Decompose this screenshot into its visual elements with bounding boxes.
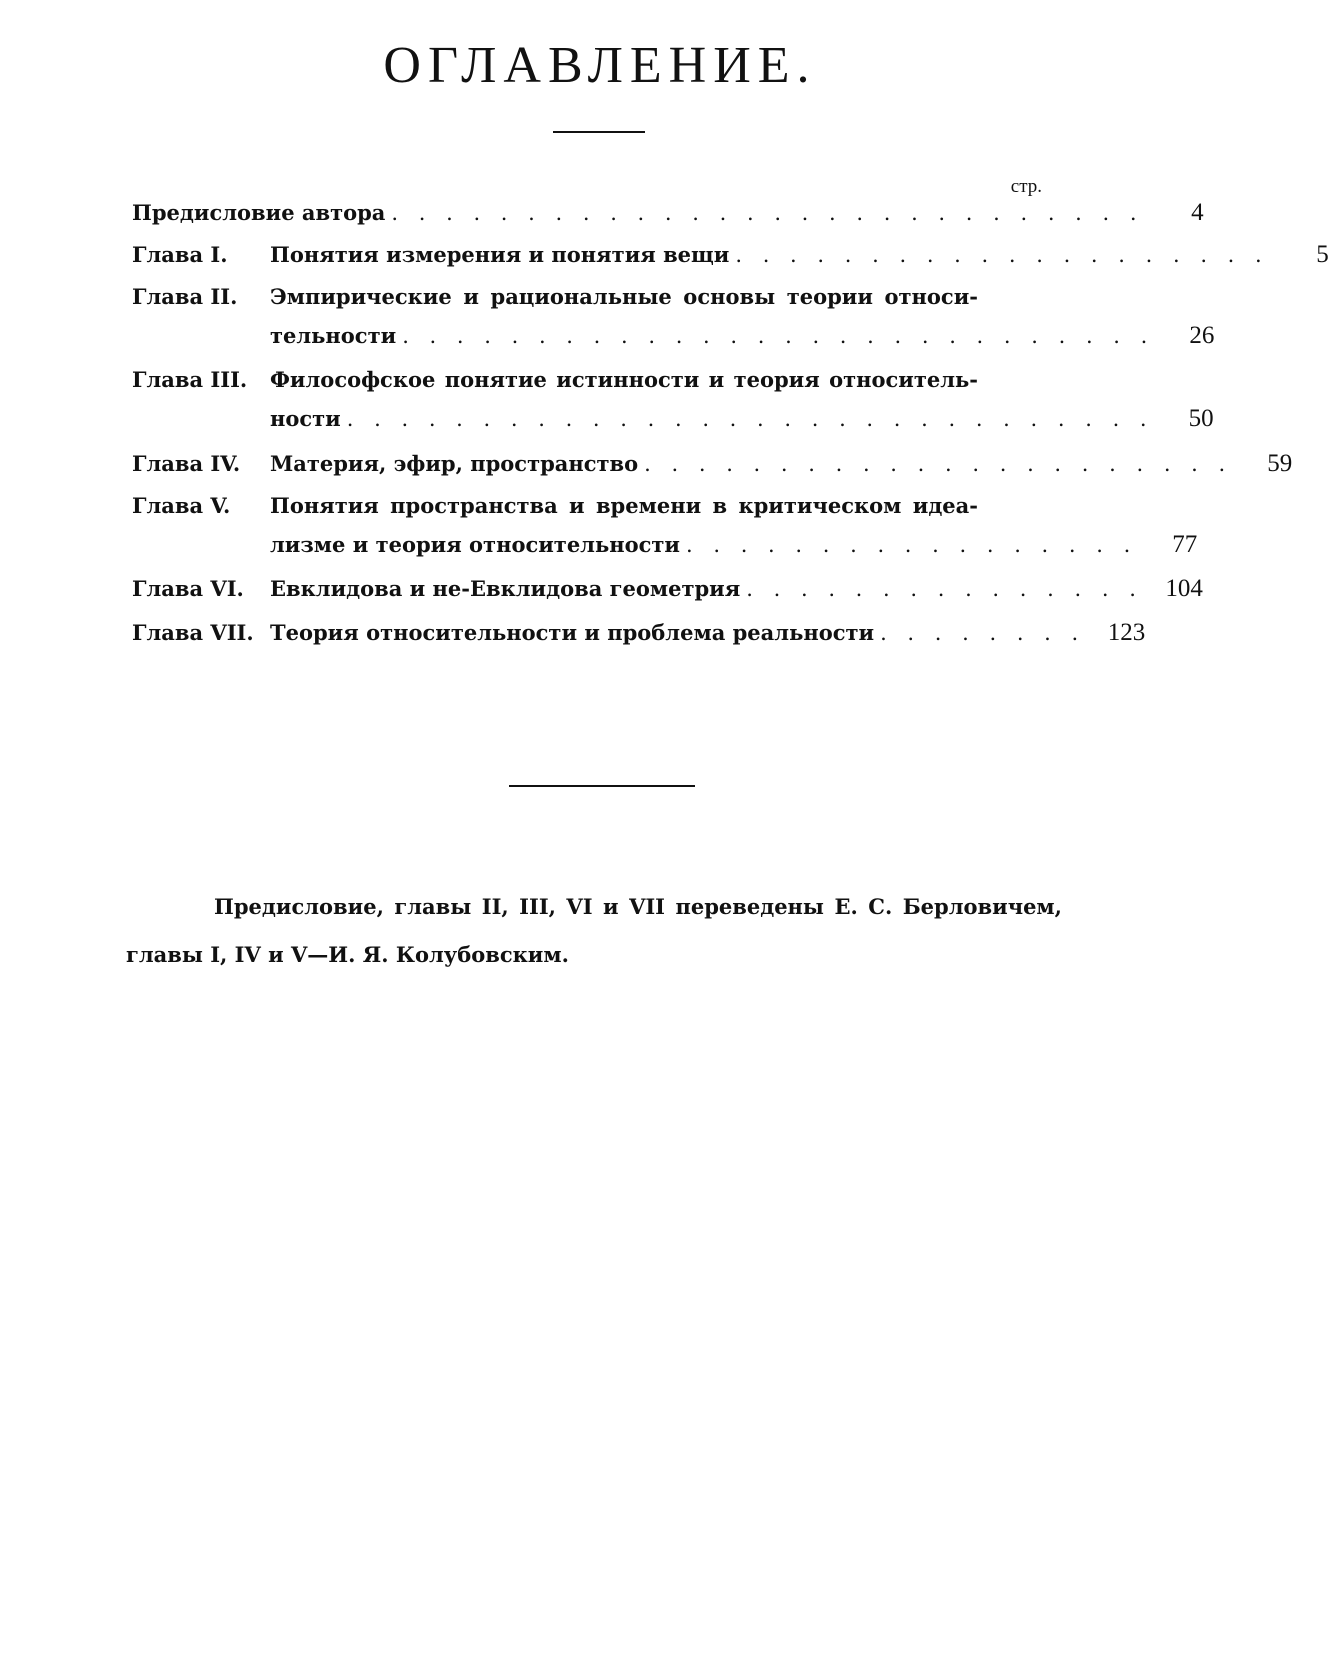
toc-entry-title: Материя, эфир, пространство <box>270 451 639 476</box>
toc-entry-title: Философское понятие истинности и теория относитель- <box>270 367 978 392</box>
toc-entry-title: Теория относительности и проблема реальности <box>270 620 875 645</box>
toc-entry-title: Евклидова и не-Евклидова геометрия <box>270 576 741 601</box>
toc-entry-page: 123 <box>1107 619 1146 646</box>
page-column-header: стр. <box>1010 176 1042 197</box>
dot-leader: . . . . . . . . . . . . . . . . . <box>686 533 1138 557</box>
chapter-label: Глава III. <box>132 367 248 392</box>
translator-note <box>126 883 1062 979</box>
toc-entry-title: Понятия измерения и понятия вещи <box>270 242 730 267</box>
section-divider <box>509 785 695 787</box>
toc-entry-page: 59 <box>1267 450 1293 477</box>
toc-entry-title: Понятия пространства и времени в критическом идеа- <box>270 493 978 518</box>
toc-entry-page: 26 <box>1189 322 1215 349</box>
dot-leader: . . . . . . . . . . . . . . . . . . . . . . . . . . . . <box>402 324 1155 348</box>
toc-entry-title-continued: ности <box>270 406 341 431</box>
toc-entry-title: Предисловие автора <box>132 200 386 225</box>
chapter-label: Глава VI. <box>132 576 244 601</box>
dot-leader: . . . . . . . . . . . . . . . <box>746 577 1143 601</box>
page-title: ОГЛАВЛЕНИЕ. <box>383 37 817 94</box>
dot-leader: . . . . . . . . . . . . . . . . . . . . . . <box>644 452 1233 476</box>
dot-leader: . . . . . . . . <box>880 621 1086 645</box>
toc-entry-page: 104 <box>1165 575 1203 602</box>
toc-entry-title: Эмпирические и рациональные основы теории относи- <box>270 284 978 309</box>
toc-entry-title-continued: лизме и теория относительности <box>270 532 680 557</box>
chapter-label: Глава V. <box>132 493 231 518</box>
table-of-contents <box>132 0 1329 700</box>
dot-leader: . . . . . . . . . . . . . . . . . . . . . . . . . . . . <box>391 201 1144 225</box>
chapter-label: Глава I. <box>132 242 228 267</box>
translator-note-line-1: Предисловие, главы II, III, VI и VII переведены Е. С. Берловичем, <box>214 894 1062 919</box>
translator-note-line-2: главы I, IV и V—И. Я. Колубовским. <box>126 942 569 967</box>
dot-leader: . . . . . . . . . . . . . . . . . . . . <box>735 243 1269 267</box>
toc-entry-page: 5 <box>1316 241 1329 268</box>
toc-entry-page: 50 <box>1188 405 1214 432</box>
toc-entry-title-continued: тельности <box>270 323 397 348</box>
chapter-label: Глава II. <box>132 284 238 309</box>
toc-entry-page: 4 <box>1191 199 1204 226</box>
chapter-label: Глава VII. <box>132 620 254 645</box>
dot-leader: . . . . . . . . . . . . . . . . . . . . . . . . . . . . . . <box>346 407 1154 431</box>
toc-entry-page: 77 <box>1172 531 1198 558</box>
chapter-label: Глава IV. <box>132 451 241 476</box>
